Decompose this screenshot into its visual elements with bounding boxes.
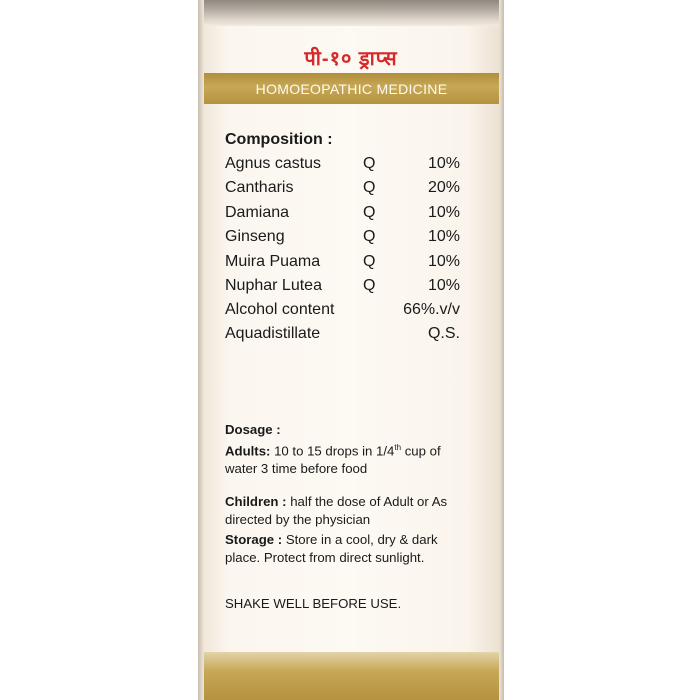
ingredient-potency: Q <box>363 204 376 221</box>
ingredient-percent: 10% <box>427 204 460 221</box>
adults-text-part2: cup of water 3 time before food <box>225 443 441 477</box>
composition-row <box>225 228 460 252</box>
composition-row <box>225 325 460 349</box>
ingredient-name: Aquadistillate <box>225 325 321 342</box>
composition-row <box>225 179 460 203</box>
adults-superscript: th <box>394 443 402 452</box>
box-right-edge <box>499 0 504 700</box>
ingredient-potency: Q <box>363 179 376 196</box>
ingredient-percent: Q.S. <box>427 325 460 342</box>
composition-heading: Composition : <box>225 131 333 148</box>
ingredient-percent: 66%.v/v <box>403 301 460 318</box>
hindi-product-name: पी-१० ड्राप्स <box>304 48 398 70</box>
composition-row <box>225 277 460 301</box>
children-dosage <box>225 493 470 529</box>
medicine-box-side-panel <box>198 0 504 700</box>
ingredient-name: Muira Puama <box>225 253 321 270</box>
ingredient-percent: 20% <box>427 179 460 196</box>
storage-text: Store in a cool, dry & dark place. Protect from direct sunlight. <box>225 532 438 565</box>
ingredient-potency: Q <box>363 277 376 294</box>
storage-instructions <box>225 531 470 567</box>
children-text: half the dose of Adult or As directed by the physician <box>225 494 448 527</box>
ingredient-name: Damiana <box>225 204 290 221</box>
ingredient-percent: 10% <box>427 228 460 245</box>
composition-row <box>225 253 460 277</box>
category-band <box>204 73 499 104</box>
box-top-fold-shadow <box>198 0 504 26</box>
composition-row <box>225 301 460 325</box>
composition-row <box>225 204 460 228</box>
ingredient-name: Agnus castus <box>225 155 322 172</box>
dosage-heading: Dosage : <box>225 422 281 437</box>
adults-text-part1: 10 to 15 drops in 1/4 <box>274 443 395 459</box>
adults-label: Adults: <box>225 443 271 459</box>
bottom-gold-band <box>204 652 499 700</box>
ingredient-percent: 10% <box>427 253 460 270</box>
ingredient-percent: 10% <box>427 277 460 294</box>
ingredient-potency: Q <box>363 155 376 172</box>
children-label: Children : <box>225 494 287 509</box>
box-left-edge <box>198 0 204 700</box>
composition-row <box>225 155 460 179</box>
ingredient-percent: 10% <box>427 155 460 172</box>
ingredient-name: Ginseng <box>225 228 285 245</box>
storage-label: Storage : <box>225 532 283 547</box>
adults-dosage <box>225 439 470 478</box>
ingredient-potency: Q <box>363 253 376 270</box>
ingredient-potency: Q <box>363 228 376 245</box>
ingredient-name: Nuphar Lutea <box>225 277 322 294</box>
shake-warning: SHAKE WELL BEFORE USE. <box>225 596 402 611</box>
ingredient-name: Alcohol content <box>225 301 335 318</box>
ingredient-name: Cantharis <box>225 179 294 196</box>
category-label: HOMOEOPATHIC MEDICINE <box>255 80 448 97</box>
